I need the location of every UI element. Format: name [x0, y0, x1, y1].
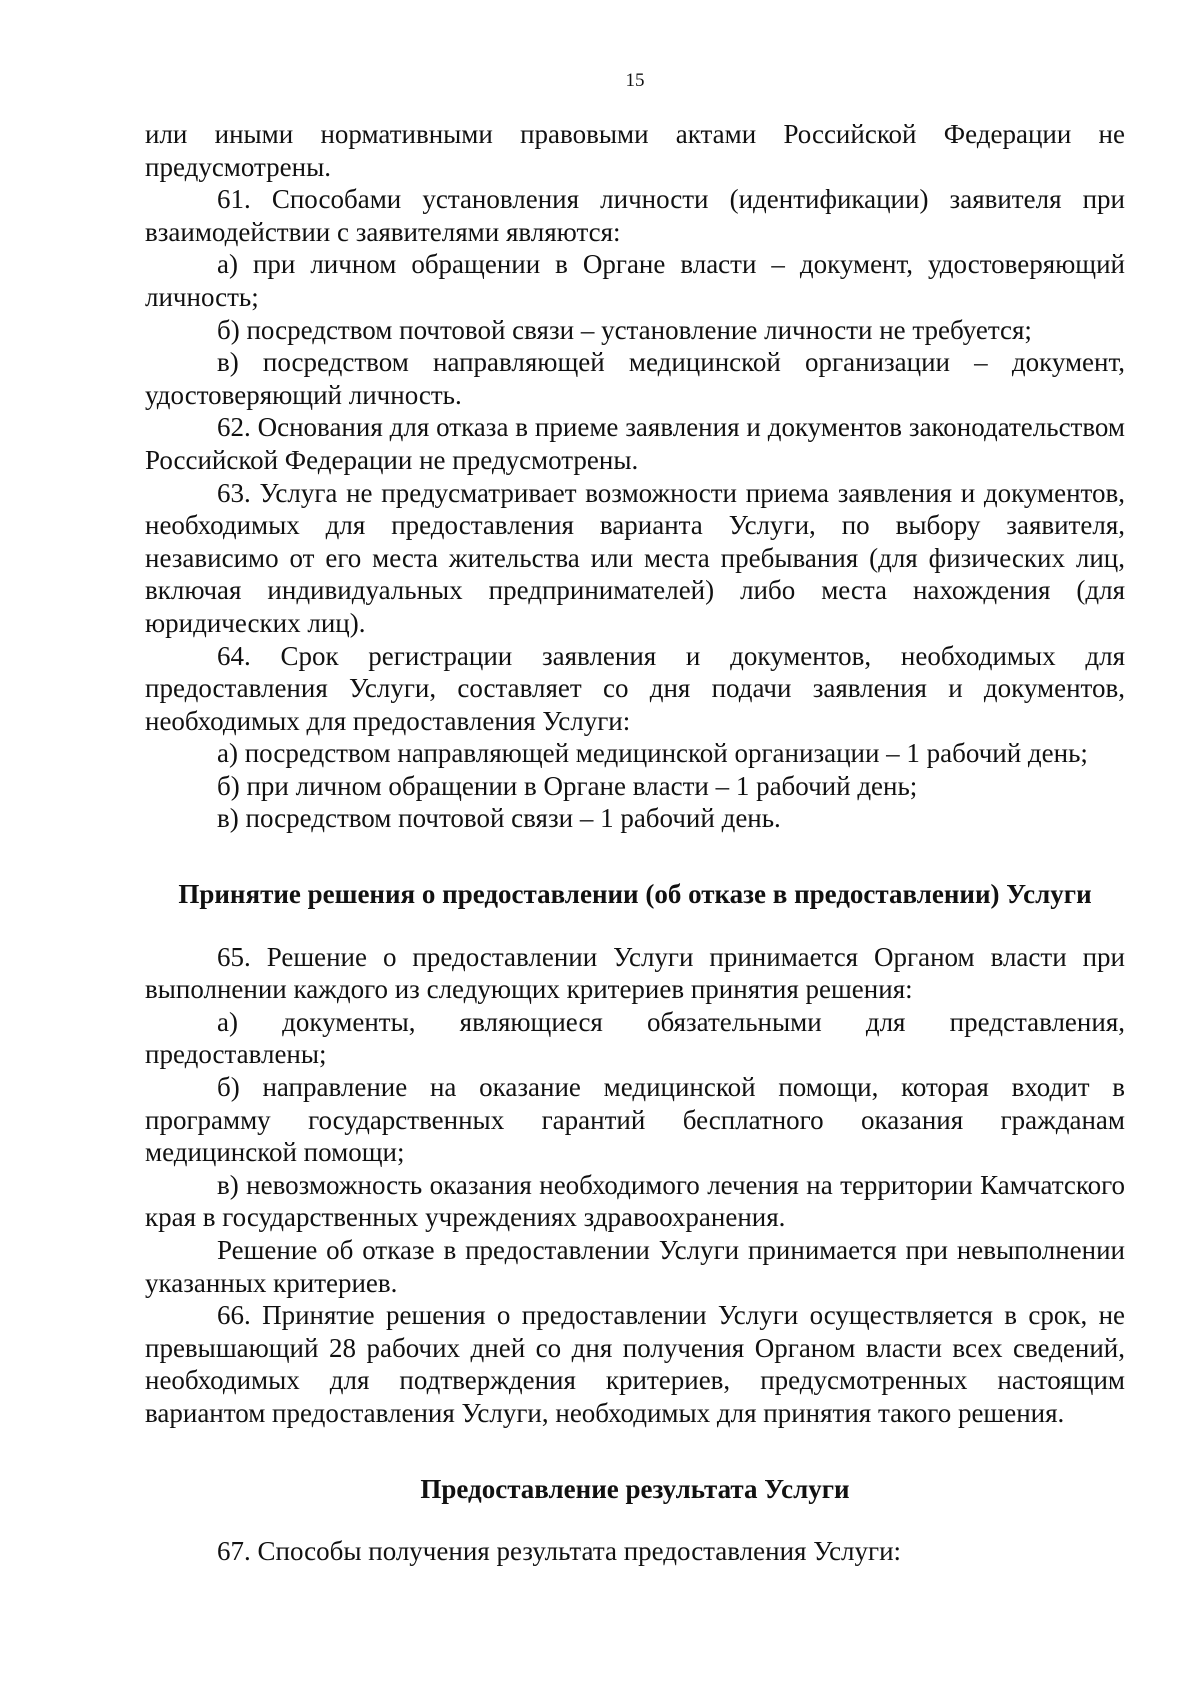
paragraph-65-b: б) направление на оказание медицинской помощи, которая входит в программу государственных гарантий бесплатного оказания гражданам медицинской помощи; [145, 1072, 1125, 1168]
paragraph-61-a: а) при личном обращении в Органе власти – документ, удостоверяющий личность; [145, 249, 1125, 312]
section-heading-decision: Принятие решения о предоставлении (об отказе в предоставлении) Услуги [178, 879, 1092, 910]
paragraph-62: 62. Основания для отказа в приеме заявления и документов законодательством Российской Федерации не предусмотрены. [145, 412, 1125, 475]
paragraph-63: 63. Услуга не предусматривает возможности приема заявления и документов, необходимых для предоставления варианта Услуги, по выбору заявителя, независимо от его места жительства или места пребывания (для физических лиц, включая индивидуальных предпринимателей) либо места нахождения (для юридических лиц). [145, 477, 1125, 638]
paragraph-refusal: Решение об отказе в предоставлении Услуги принимается при невыполнении указанных критериев. [145, 1235, 1125, 1298]
paragraph-64-a: а) посредством направляющей медицинской организации – 1 рабочий день; [217, 738, 1088, 769]
paragraph-64: 64. Срок регистрации заявления и документов, необходимых для предоставления Услуги, составляет со дня подачи заявления и документов, необходимых для предоставления Услуги: [145, 640, 1125, 736]
section-heading-result: Предоставление результата Услуги [420, 1473, 850, 1504]
page-number: 15 [625, 70, 645, 91]
document-body [145, 118, 1125, 1568]
paragraph-61: 61. Способами установления личности (идентификации) заявителя при взаимодействии с заявителями являются: [145, 184, 1125, 247]
paragraph-67: 67. Способы получения результата предоставления Услуги: [217, 1536, 902, 1567]
paragraph-65: 65. Решение о предоставлении Услуги принимается Органом власти при выполнении каждого из следующих критериев принятия решения: [145, 941, 1125, 1005]
paragraph-64-c: в) посредством почтовой связи – 1 рабочий день. [217, 803, 781, 834]
paragraph-66: 66. Принятие решения о предоставлении Услуги осуществляется в срок, не превышающий 28 рабочих дней со дня получения Органом власти всех сведений, необходимых для подтверждения критериев, предусмотренных настоящим вариантом предоставления Услуги, необходимых для принятия такого решения. [145, 1300, 1125, 1428]
paragraph-65-c: в) невозможность оказания необходимого лечения на территории Камчатского края в государственных учреждениях здравоохранения. [145, 1169, 1125, 1233]
paragraph-61-c: в) посредством направляющей медицинской организации – документ, удостоверяющий личность. [145, 347, 1125, 410]
paragraph-61-b: б) посредством почтовой связи – установление личности не требуется; [217, 314, 1032, 345]
paragraph-64-b: б) при личном обращении в Органе власти – 1 рабочий день; [217, 770, 918, 801]
paragraph-continuation: или иными нормативными правовыми актами Российской Федерации не предусмотрены. [145, 119, 1125, 182]
paragraph-65-a: а) документы, являющиеся обязательными для представления, предоставлены; [145, 1006, 1125, 1070]
